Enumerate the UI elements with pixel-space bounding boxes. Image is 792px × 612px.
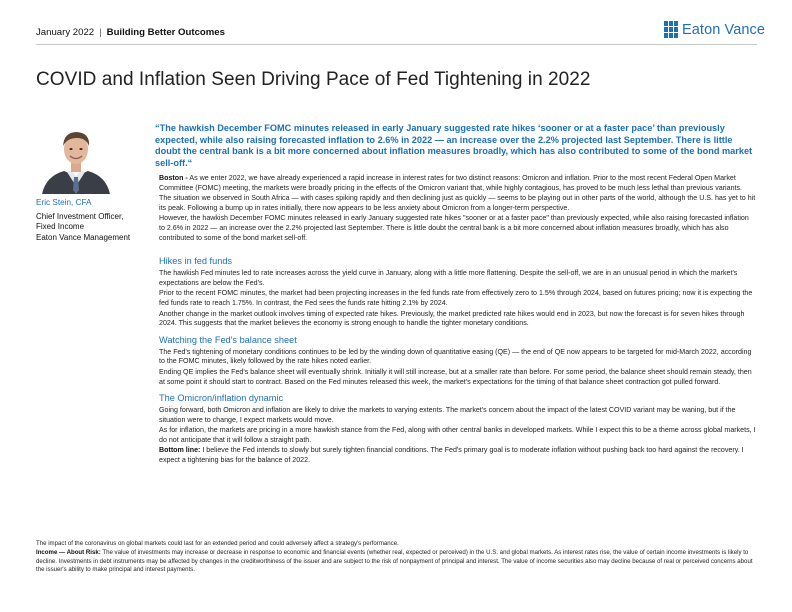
- header-divider: [36, 44, 757, 45]
- author-portrait: [36, 124, 116, 194]
- bottom-line-paragraph: Bottom line: I believe the Fed intends to slowly but surely tighten financial conditions. The Fed's primary goal is to moderate inflation without pushing back too hard against the recovery. I expect a tightening bias for the balance of 2022.: [159, 446, 744, 465]
- intro-paragraph-2: The situation we observed in South Africa — with cases spiking rapidly and then declining just as quickly — seems to be playing out in other parts of the world, although the U.S. has yet to hit its peak. Following a bump up in rates initially, there now appears to be less anxiety about Omicron from a longer-term perspective.: [159, 194, 756, 212]
- section-3-paragraph-1: Going forward, both Omicron and inflation are likely to drive the markets to varying extents. The market's concern about the impact of the latest COVID variant may be waning, but if the situation were to change, I expect markets would move.: [159, 406, 736, 424]
- risk-label: Income — About Risk:: [36, 549, 101, 557]
- logo-text: Eaton Vance: [682, 21, 766, 38]
- section-heading-omicron: The Omicron/inflation dynamic: [159, 393, 284, 404]
- intro-paragraph-3: However, the hawkish December FOMC minutes released in early January suggested rate hikes "sooner or at a faster pace" than previously expected, while also raising forecasted inflation to 2.6% in 2022 — an increase over the 2.2% projected last September. There is little doubt the central bank is a bit more concerned about inflation measures broadly, which has also contributed to some of the bond market sell-off.: [159, 214, 749, 242]
- logo-grid-icon: [664, 21, 678, 38]
- section-2-paragraph-2: Ending QE implies the Fed's balance sheet will eventually shrink. Initially it will still increase, but at a smaller rate than before. For some period, the balance sheet should remain steady, then at some point it should start to contract. Based on the Fed minutes released this week, the market's expectations for the timing of that balance sheet contraction got pulled forward.: [159, 367, 752, 386]
- author-block: [36, 198, 146, 243]
- header-series: Building Better Outcomes: [106, 27, 225, 38]
- section-1-paragraph-1: The hawkish Fed minutes led to rate increases across the yield curve in January, along with a little more flattening. Despite the sell-off, we are in an unusual period in which the market's expectations are below the Fed's.: [159, 269, 738, 287]
- footnote-risk: Income — About Risk: The value of investments may increase or decrease in response to economic and financial events (whether real, expected or perceived) in the U.S. and global markets. As interest rates rise, the value of certain income investments is likely to decline. Investments in debt instruments may be affected by changes in the creditworthiness of the issuer and are subject to the risk of nonpayment of principal and interest. The value of income securities also may decline because of real or perceived concerns about the issuer's ability to make principal and interest payments.: [36, 549, 753, 573]
- author-role-line1: Chief Investment Officer,: [36, 211, 124, 221]
- header-date: January 2022: [36, 27, 95, 38]
- footnote: [36, 540, 757, 575]
- author-company: Eaton Vance Management: [36, 232, 131, 242]
- section-heading-hikes: Hikes in fed funds: [159, 256, 233, 267]
- bottom-line-label: Bottom line:: [159, 446, 201, 455]
- section-1-paragraph-2: Prior to the recent FOMC minutes, the market had been projecting increases in the fed funds rate from effectively zero to 1.5% through 2024, based on futures pricing; now it is expecting the fed funds rate to reach 1.75%. In contrast, the Fed sees the funds rate hitting 2.1% by 2024.: [159, 289, 753, 307]
- section-1-paragraph-3: Another change in the market outlook involves timing of expected rate hikes. Previously, the market predicted rate hikes would end in 2023, but now the forecast is for seven hikes through 2024. This suggests that the market believes the economy is strong enough to handle the tighter monetary conditions.: [159, 309, 745, 328]
- page-title: COVID and Inflation Seen Driving Pace of Fed Tightening in 2022: [36, 69, 591, 90]
- eaton-vance-logo: [664, 21, 765, 38]
- intro-paragraph-1: Boston - As we enter 2022, we have already experienced a rapid increase in interest rates for two distinct reasons: Omicron and inflation. Prior to the most recent Federal Open Market Committee (FOMC) meeting, the markets were broadly pricing in the effects of the Omicron variant that, while highly contagious, has proved to be much less lethal than previous variants.: [159, 174, 743, 192]
- author-role-line2: Fixed Income: [36, 222, 85, 232]
- section-heading-balance-sheet: Watching the Fed's balance sheet: [159, 334, 297, 345]
- section-3-paragraph-2: As for inflation, the markets are pricing in a more hawkish stance from the Fed, along with other central banks in developed markets. While I expect this to be a theme across global markets, I do not anticipate that it will follow a straight path.: [159, 426, 756, 444]
- header-separator: |: [99, 27, 102, 38]
- article-body: [159, 174, 756, 467]
- footnote-coronavirus: The impact of the coronavirus on global markets could last for an extended period and could adversely affect a strategy's performance.: [36, 540, 399, 547]
- dateline: Boston -: [159, 174, 188, 182]
- section-2-paragraph-1: The Fed's tightening of monetary conditions continues to be led by the winding down of quantitative easing (QE) — the end of QE now appears to be targeted for mid-March 2022, according to the FOMC minutes, likely followed by the rate hikes noted earlier.: [159, 347, 752, 366]
- portrait-image: [36, 124, 116, 194]
- pull-quote: “The hawkish December FOMC minutes released in early January suggested rate hikes ‘sooner or at a faster pace’ than previously expected, while also raising forecasted inflation to 2.6% in 2022 — an increase over the 2.2% projected last September. There is little doubt the central bank is a bit more concerned about inflation measures broadly, which has also contributed to some of the bond market sell-off.“: [155, 123, 753, 168]
- author-name: Eric Stein, CFA: [36, 198, 92, 207]
- page-header: [36, 27, 225, 38]
